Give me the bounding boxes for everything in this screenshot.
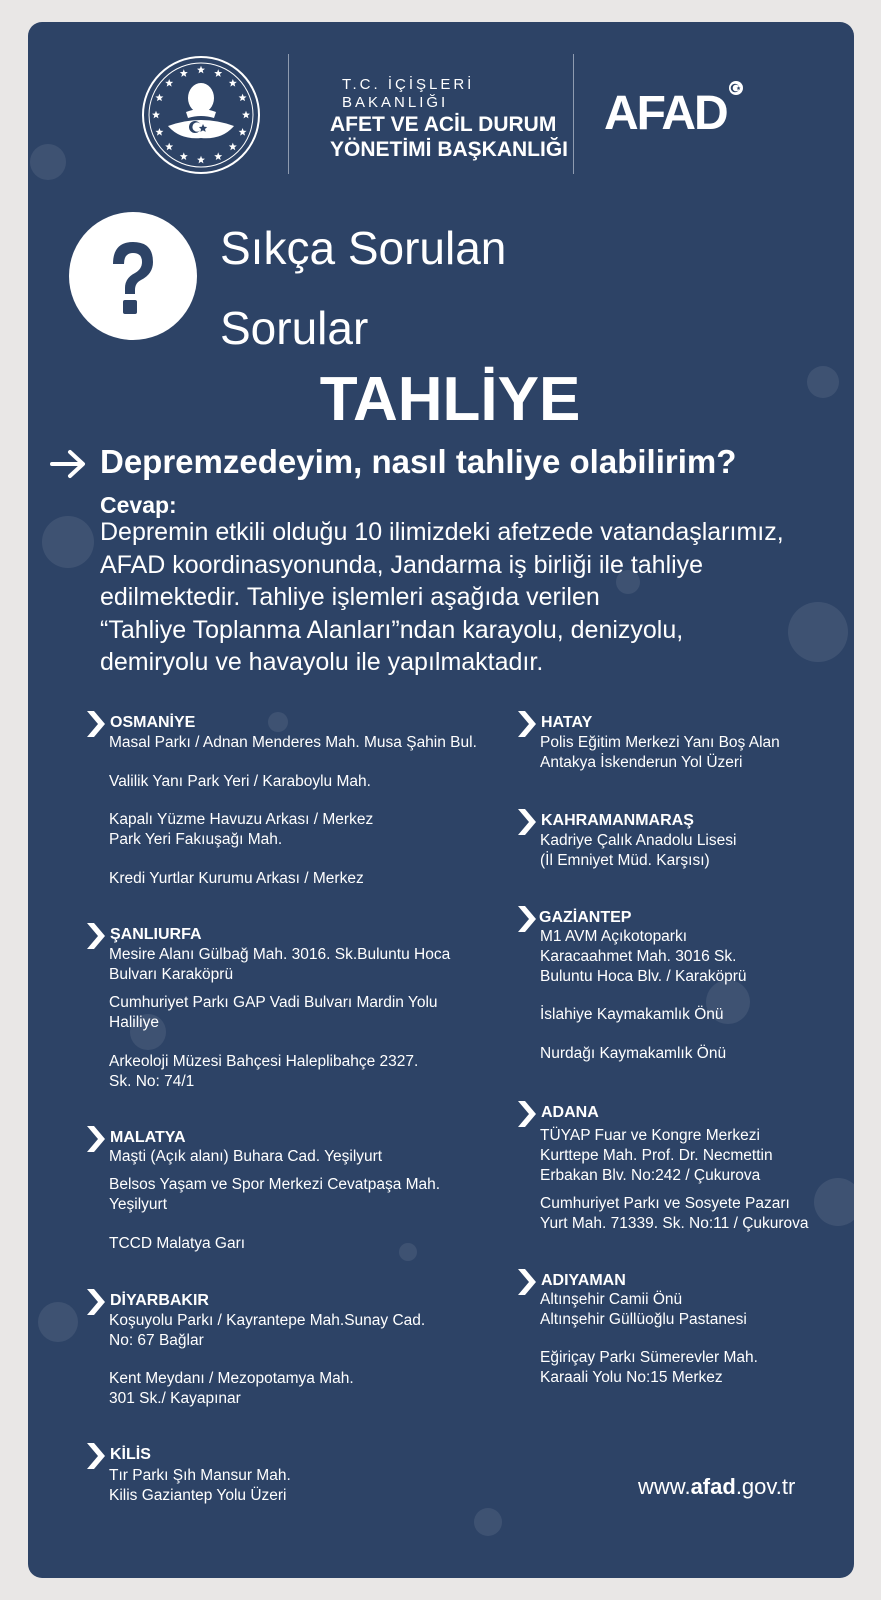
header-divider-1 (288, 54, 289, 174)
poster-card (28, 22, 854, 1578)
chevron-right-icon (516, 809, 536, 835)
emblem-star (155, 128, 163, 136)
emblem-star (165, 79, 173, 87)
evacuation-point: Cumhuriyet Parkı GAP Vadi Bulvarı Mardin Yolu (109, 994, 438, 1011)
emblem-star (229, 79, 237, 87)
city-name: DİYARBAKIR (110, 1292, 209, 1309)
answer-line: edilmektedir. Tahliye işlemleri aşağıda verilen (100, 583, 600, 611)
evacuation-point: Koşuyolu Parkı / Kayrantepe Mah.Sunay Cad. (109, 1312, 426, 1329)
evacuation-point: Erbakan Blv. No:242 / Çukurova (540, 1167, 761, 1184)
chevron-right-icon (85, 1126, 105, 1152)
chevron-right-icon (85, 1289, 105, 1315)
evacuation-point: Yeşilyurt (109, 1196, 168, 1213)
evacuation-point: Karacaahmet Mah. 3016 Sk. (540, 948, 737, 965)
evacuation-point: Cumhuriyet Parkı ve Sosyete Pazarı (540, 1195, 790, 1212)
topic-title: TAHLİYE (319, 365, 581, 434)
city-name: KİLİS (110, 1446, 151, 1463)
evacuation-point: (İl Emniyet Müd. Karşısı) (540, 852, 710, 869)
city-name: ADANA (541, 1104, 599, 1121)
state-emblem-icon (140, 54, 262, 176)
evacuation-point: Mesire Alanı Gülbağ Mah. 3016. Sk.Buluntu Hoca (109, 946, 451, 963)
emblem-star (229, 143, 237, 151)
evacuation-point: Nurdağı Kaymakamlık Önü (540, 1045, 727, 1062)
emblem-star (180, 152, 188, 160)
evacuation-point: Buluntu Hoca Blv. / Karaköprü (540, 968, 747, 985)
evacuation-point: Masal Parkı / Adnan Menderes Mah. Musa Şahin Bul. (109, 734, 477, 751)
evacuation-point: Sk. No: 74/1 (109, 1073, 195, 1090)
answer-line: AFAD koordinasyonunda, Jandarma iş birliği ile tahliye (100, 550, 704, 579)
faq-title-line-1: Sıkça Sorulan (220, 222, 507, 274)
question-text: Depremzedeyim, nasıl tahliye olabilirim? (100, 443, 737, 480)
website-prefix: www. (638, 1474, 691, 1499)
afad-logo: AFAD (604, 87, 727, 140)
chevron-right-icon (516, 1101, 536, 1127)
ministry-name (326, 76, 586, 162)
answer-line: demiryolu ve havayolu ile yapılmaktadır. (100, 648, 544, 676)
evacuation-point: Kredi Yurtlar Kurumu Arkası / Merkez (109, 870, 364, 887)
crescent-star-icon (728, 80, 744, 96)
evacuation-point: Arkeoloji Müzesi Bahçesi Haleplibahçe 2327. (109, 1053, 419, 1070)
evacuation-point: Kilis Gaziantep Yolu Üzeri (109, 1487, 287, 1504)
chevron-right-icon (516, 1269, 536, 1295)
evacuation-point: Yurt Mah. 71339. Sk. No:11 / Çukurova (540, 1215, 809, 1232)
evacuation-point: M1 AVM Açıkotoparkı (540, 928, 688, 945)
website-suffix: .gov.tr (735, 1474, 796, 1499)
evacuation-point: Tır Parkı Şıh Mansur Mah. (109, 1467, 291, 1484)
city-name: OSMANİYE (110, 714, 196, 731)
emblem-star (197, 156, 205, 164)
answer-label: Cevap: (100, 492, 177, 518)
evacuation-point: Altınşehir Güllüoğlu Pastanesi (540, 1311, 747, 1328)
emblem-star (239, 128, 247, 136)
evacuation-point: TCCD Malatya Garı (109, 1235, 246, 1252)
emblem-star (180, 69, 188, 77)
evacuation-point: Eğiriçay Parkı Sümerevler Mah. (540, 1349, 758, 1366)
website-link[interactable] (638, 1473, 795, 1501)
website-domain: afad (690, 1474, 736, 1499)
evacuation-point: Maşti (Açık alanı) Buhara Cad. Yeşilyurt (109, 1148, 383, 1165)
chevron-right-icon (85, 1443, 105, 1469)
emblem-star (239, 94, 247, 102)
evacuation-point: Antakya İskenderun Yol Üzeri (540, 754, 743, 771)
city-name: ŞANLIURFA (110, 926, 202, 943)
evacuation-point: Haliliye (109, 1014, 159, 1031)
evacuation-point: Kent Meydanı / Mezopotamya Mah. (109, 1370, 354, 1387)
evacuation-point: No: 67 Bağlar (109, 1332, 204, 1349)
emblem-star (214, 152, 222, 160)
evacuation-point: Kadriye Çalık Anadolu Lisesi (540, 832, 737, 849)
city-name: KAHRAMANMARAŞ (541, 812, 694, 829)
answer-body (100, 516, 840, 679)
faq-title-line-2: Sorular (220, 302, 369, 354)
city-name: HATAY (541, 714, 593, 731)
emblem-star (214, 69, 222, 77)
evacuation-point: Karaali Yolu No:15 Merkez (540, 1369, 723, 1386)
emblem-star (242, 111, 250, 119)
evacuation-point: Kurttepe Mah. Prof. Dr. Necmettin (540, 1147, 773, 1164)
emblem-star (165, 143, 173, 151)
chevron-right-icon (85, 923, 105, 949)
ministry-line-1: T.C. İÇİŞLERİ BAKANLIĞI (342, 76, 475, 111)
emblem-star (197, 66, 205, 74)
header-divider-2 (573, 54, 574, 174)
evacuation-point: Park Yeri Fakıuşağı Mah. (109, 831, 283, 848)
ministry-line-2: AFET VE ACİL DURUM (330, 113, 557, 136)
evacuation-point: İslahiye Kaymakamlık Önü (540, 1006, 724, 1023)
answer-line: “Tahliye Toplanma Alanları”ndan karayolu, denizyolu, (100, 615, 684, 644)
evacuation-point: Bulvarı Karaköprü (109, 966, 234, 983)
arrow-right-icon (50, 448, 88, 480)
evacuation-point: Polis Eğitim Merkezi Yanı Boş Alan (540, 734, 780, 751)
answer-line: Depremin etkili olduğu 10 ilimizdeki afetzede vatandaşlarımız, (100, 518, 784, 546)
ministry-line-3: YÖNETİMİ BAŞKANLIĞI (330, 138, 569, 161)
chevron-right-icon (516, 906, 536, 932)
emblem-star (155, 94, 163, 102)
city-name: ADIYAMAN (541, 1272, 626, 1289)
evacuation-point: Valilik Yanı Park Yeri / Karaboylu Mah. (109, 773, 371, 790)
city-name: GAZİANTEP (539, 909, 632, 926)
evacuation-point: Kapalı Yüzme Havuzu Arkası / Merkez (109, 811, 374, 828)
evacuation-point: Altınşehir Camii Önü (540, 1291, 683, 1308)
chevron-right-icon (85, 711, 105, 737)
city-name: MALATYA (110, 1129, 186, 1146)
evacuation-point: TÜYAP Fuar ve Kongre Merkezi (540, 1127, 760, 1144)
evacuation-point: Belsos Yaşam ve Spor Merkezi Cevatpaşa Mah. (109, 1176, 441, 1193)
emblem-star (152, 111, 160, 119)
evacuation-point: 301 Sk./ Kayapınar (109, 1390, 241, 1407)
question-mark-icon (69, 212, 197, 340)
chevron-right-icon (516, 711, 536, 737)
